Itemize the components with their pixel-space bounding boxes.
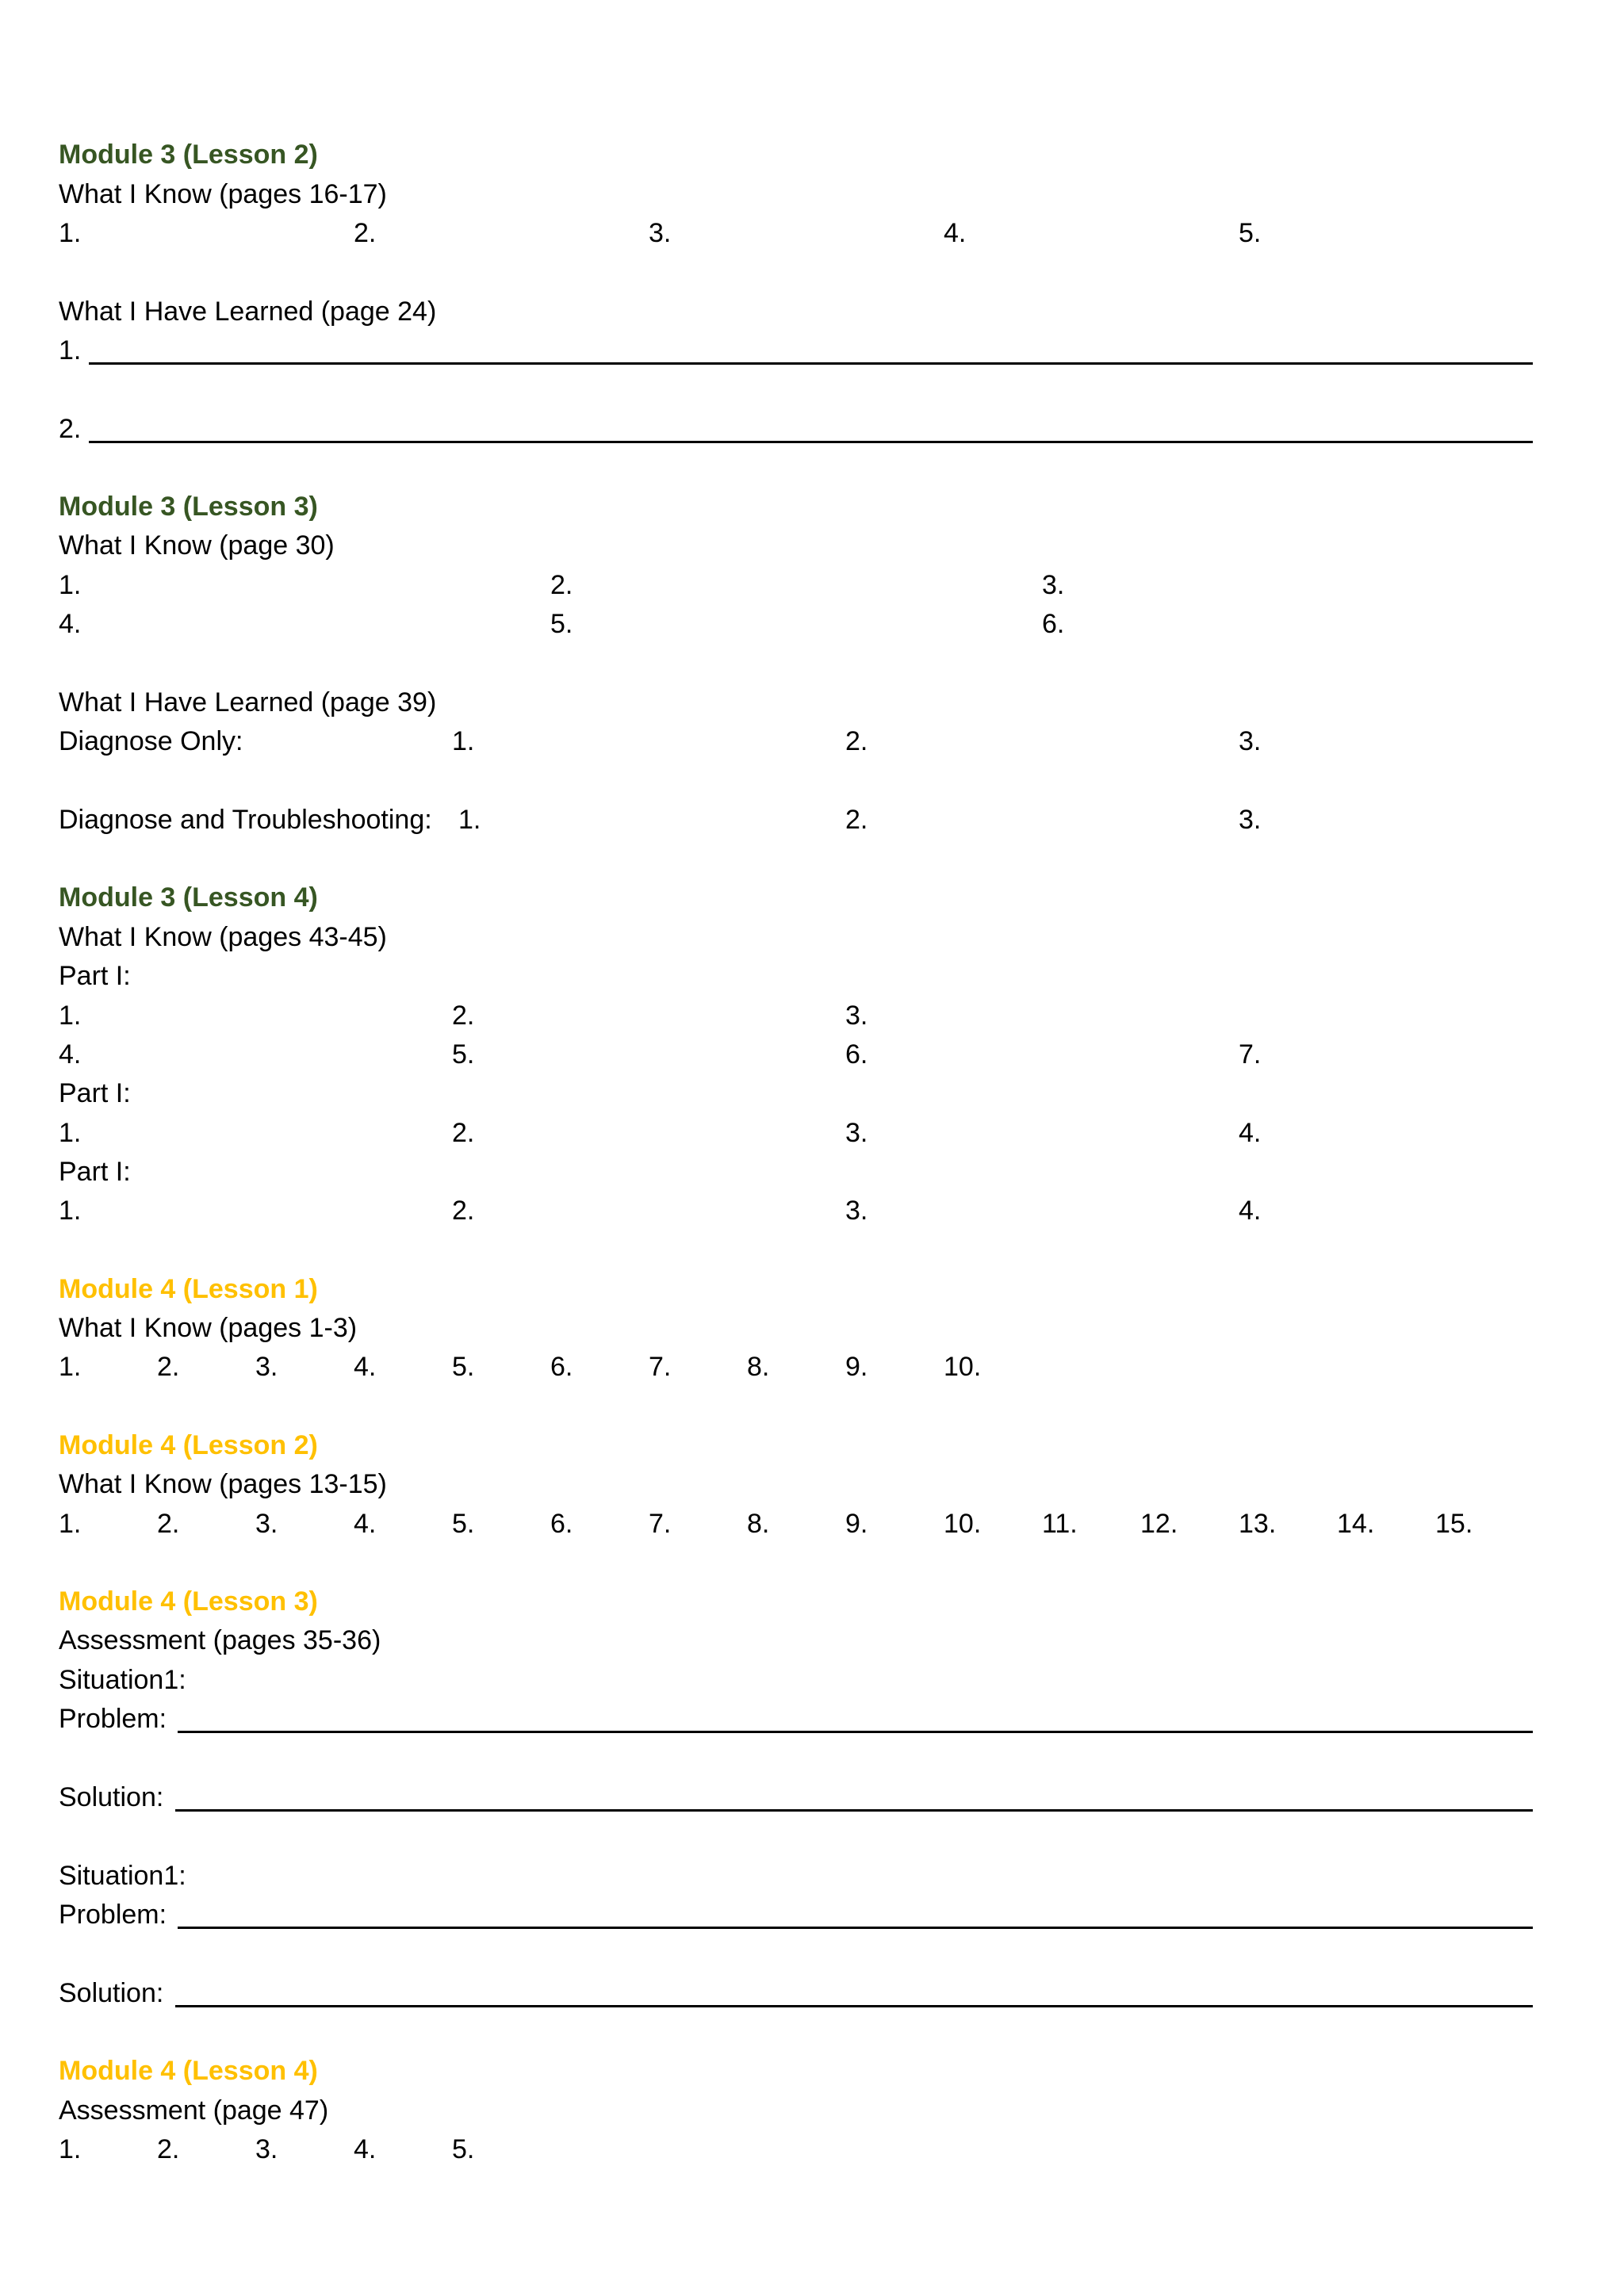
- item-number: 4.: [59, 1039, 82, 1070]
- problem-label: Problem:: [59, 1704, 167, 1734]
- section-heading-m3-l2: Module 3 (Lesson 2): [59, 140, 318, 170]
- part-title: What I Know (pages 16-17): [59, 179, 387, 209]
- item-number: 1.: [59, 1196, 82, 1226]
- row-label: Diagnose Only:: [59, 726, 243, 756]
- item-number: 10.: [944, 1509, 982, 1539]
- solution-blank[interactable]: [175, 1809, 1533, 1812]
- part-title: What I Know (pages 13-15): [59, 1469, 387, 1499]
- item-number: 14.: [1337, 1509, 1375, 1539]
- part-title: What I Know (pages 43-45): [59, 922, 387, 952]
- item-number: 3.: [255, 2134, 278, 2164]
- answer-blank[interactable]: [89, 362, 1533, 365]
- item-number: 2.: [452, 1001, 475, 1031]
- item-number: 2.: [550, 570, 573, 600]
- solution-label: Solution:: [59, 1782, 164, 1812]
- row-label: Diagnose and Troubleshooting:: [59, 805, 432, 835]
- item-number: 5.: [452, 1509, 475, 1539]
- problem-blank[interactable]: [178, 1731, 1533, 1733]
- item-number: 2.: [452, 1196, 475, 1226]
- item-number: 4.: [354, 1352, 377, 1382]
- item-number: 9.: [845, 1509, 868, 1539]
- item-number: 2.: [157, 1352, 180, 1382]
- item-number: 2.: [157, 1509, 180, 1539]
- subpart-label: Part I:: [59, 1078, 131, 1108]
- answer-number: 2.: [59, 414, 82, 444]
- item-number: 3.: [1042, 570, 1065, 600]
- item-number: 1.: [59, 2134, 82, 2164]
- item-number: 2.: [452, 1118, 475, 1148]
- situation-label: Situation1:: [59, 1665, 186, 1695]
- item-number: 1.: [59, 570, 82, 600]
- item-number: 3.: [845, 1118, 868, 1148]
- part-title: Assessment (pages 35-36): [59, 1625, 381, 1655]
- item-number: 3.: [845, 1001, 868, 1031]
- item-number: 4.: [59, 609, 82, 639]
- item-number: 1.: [59, 1352, 82, 1382]
- situation-label: Situation1:: [59, 1861, 186, 1891]
- item-number: 1.: [59, 218, 82, 248]
- part-title: What I Have Learned (page 24): [59, 297, 437, 327]
- item-number: 6.: [1042, 609, 1065, 639]
- item-number: 3.: [1239, 805, 1262, 835]
- item-number: 10.: [944, 1352, 982, 1382]
- item-number: 5.: [452, 1039, 475, 1070]
- item-number: 3.: [1239, 726, 1262, 756]
- item-number: 12.: [1140, 1509, 1178, 1539]
- item-number: 2.: [157, 2134, 180, 2164]
- solution-label: Solution:: [59, 1978, 164, 2008]
- item-number: 4.: [944, 218, 967, 248]
- item-number: 1.: [59, 1509, 82, 1539]
- item-number: 6.: [550, 1352, 573, 1382]
- section-heading-m4-l4: Module 4 (Lesson 4): [59, 2056, 318, 2086]
- item-number: 3.: [255, 1352, 278, 1382]
- section-heading-m3-l4: Module 3 (Lesson 4): [59, 882, 318, 913]
- item-number: 4.: [354, 1509, 377, 1539]
- item-number: 1.: [458, 805, 481, 835]
- item-number: 3.: [845, 1196, 868, 1226]
- item-number: 5.: [1239, 218, 1262, 248]
- answer-blank[interactable]: [89, 441, 1533, 443]
- part-title: What I Have Learned (page 39): [59, 687, 437, 718]
- part-title: Assessment (page 47): [59, 2095, 329, 2126]
- item-number: 11.: [1042, 1509, 1078, 1539]
- item-number: 7.: [649, 1352, 672, 1382]
- item-number: 5.: [452, 1352, 475, 1382]
- item-number: 5.: [452, 2134, 475, 2164]
- item-number: 1.: [59, 1001, 82, 1031]
- item-number: 15.: [1435, 1509, 1473, 1539]
- item-number: 2.: [354, 218, 377, 248]
- item-number: 2.: [845, 726, 868, 756]
- item-number: 6.: [550, 1509, 573, 1539]
- item-number: 6.: [845, 1039, 868, 1070]
- item-number: 7.: [649, 1509, 672, 1539]
- item-number: 7.: [1239, 1039, 1262, 1070]
- item-number: 4.: [354, 2134, 377, 2164]
- part-title: What I Know (page 30): [59, 530, 335, 561]
- item-number: 4.: [1239, 1118, 1262, 1148]
- item-number: 1.: [452, 726, 475, 756]
- part-title: What I Know (pages 1-3): [59, 1313, 358, 1343]
- answer-number: 1.: [59, 335, 82, 365]
- section-heading-m3-l3: Module 3 (Lesson 3): [59, 492, 318, 522]
- item-number: 4.: [1239, 1196, 1262, 1226]
- section-heading-m4-l2: Module 4 (Lesson 2): [59, 1430, 318, 1460]
- item-number: 9.: [845, 1352, 868, 1382]
- item-number: 2.: [845, 805, 868, 835]
- solution-blank[interactable]: [175, 2005, 1533, 2007]
- item-number: 8.: [747, 1509, 770, 1539]
- item-number: 3.: [255, 1509, 278, 1539]
- item-number: 5.: [550, 609, 573, 639]
- item-number: 13.: [1239, 1509, 1277, 1539]
- subpart-label: Part I:: [59, 1157, 131, 1187]
- item-number: 3.: [649, 218, 672, 248]
- problem-blank[interactable]: [178, 1927, 1533, 1929]
- problem-label: Problem:: [59, 1900, 167, 1930]
- section-heading-m4-l1: Module 4 (Lesson 1): [59, 1274, 318, 1304]
- section-heading-m4-l3: Module 4 (Lesson 3): [59, 1586, 318, 1617]
- item-number: 8.: [747, 1352, 770, 1382]
- subpart-label: Part I:: [59, 961, 131, 991]
- item-number: 1.: [59, 1118, 82, 1148]
